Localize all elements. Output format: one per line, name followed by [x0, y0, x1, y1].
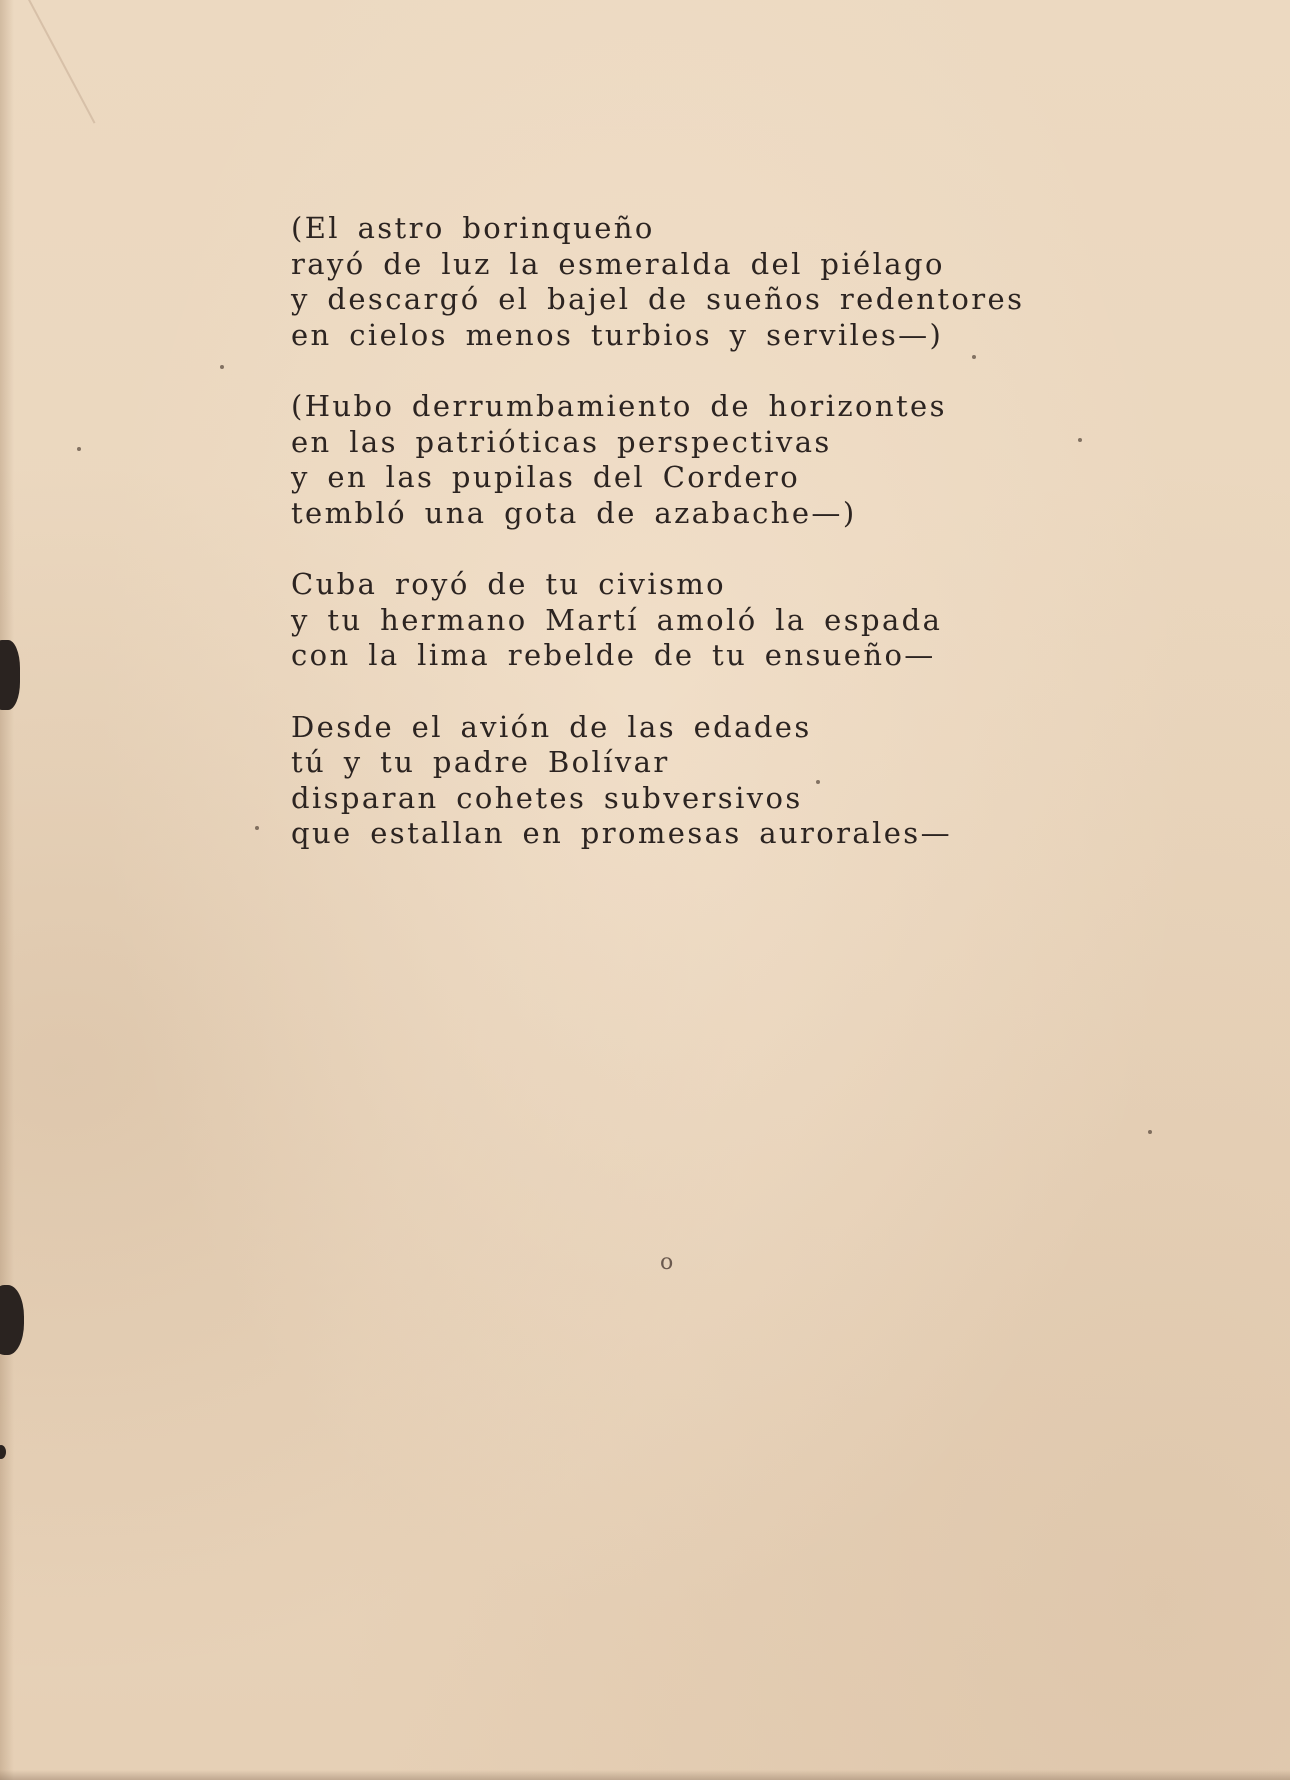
page-mark: o — [660, 1250, 674, 1275]
page-left-edge-shadow — [0, 0, 14, 1780]
paper-speck — [1148, 1130, 1152, 1134]
poem-line: Cuba royó de tu civismo — [291, 567, 727, 601]
binding-hole-lower — [0, 1285, 24, 1355]
poem-stanza-4 — [291, 710, 1111, 852]
poem-line: que estallan en promesas aurorales— — [291, 816, 952, 850]
poem-text — [291, 211, 1111, 888]
poem-stanza-2 — [291, 389, 1111, 531]
paper-speck — [220, 365, 224, 369]
poem-line: en las patrióticas perspectivas — [291, 424, 832, 459]
poem-line: (Hubo derrumbamiento de horizontes — [291, 389, 947, 423]
poem-line: tú y tu padre Bolívar — [291, 745, 670, 779]
poem-line: y descargó el bajel de sueños redentores — [291, 282, 1025, 316]
poem-stanza-3 — [291, 567, 1111, 674]
poem-line: y en las pupilas del Cordero — [291, 460, 801, 494]
poem-line: disparan cohetes subversivos — [291, 780, 803, 815]
poem-line: Desde el avión de las edades — [291, 709, 812, 744]
paper-speck — [255, 826, 259, 830]
paper-speck — [77, 447, 81, 451]
poem-line: tembló una gota de azabache—) — [291, 495, 857, 530]
poem-line: (El astro borinqueño — [291, 211, 655, 245]
page-bottom-edge-shadow — [0, 1770, 1290, 1780]
poem-line: con la lima rebelde de tu ensueño— — [291, 638, 936, 672]
paper-crease — [28, 0, 95, 124]
poem-line: y tu hermano Martí amoló la espada — [291, 602, 943, 637]
poem-line: en cielos menos turbios y serviles—) — [291, 317, 944, 352]
poem-stanza-1 — [291, 211, 1111, 353]
poem-line: rayó de luz la esmeralda del piélago — [291, 246, 945, 281]
binding-hole-upper — [0, 640, 20, 710]
